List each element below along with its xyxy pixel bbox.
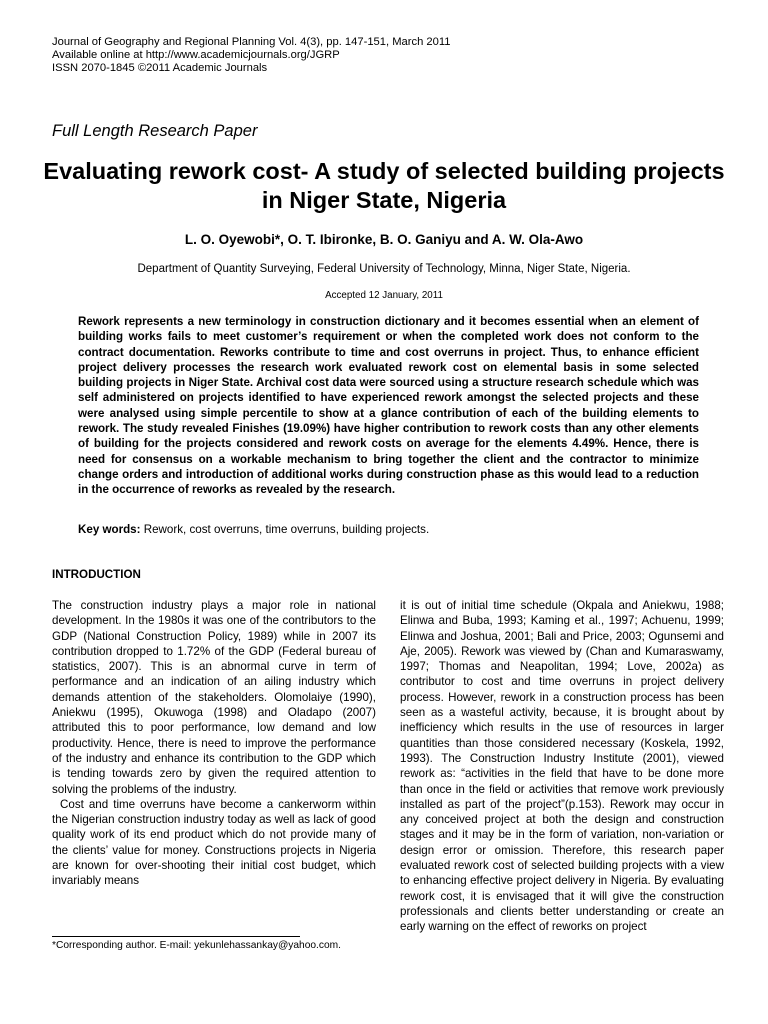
footnote-rule bbox=[52, 936, 300, 937]
paper-title: Evaluating rework cost- A study of selected building projects in Niger State, Nigeria bbox=[43, 158, 725, 213]
accepted-date: Accepted 12 January, 2011 bbox=[325, 290, 443, 301]
paragraph: it is out of initial time schedule (Okpala and Aniekwu, 1988; Elinwa and Buba, 1993; Kaming et al., 1997; Achuenu, 1999; Elinwa and Joshua, 2001; Bali and Price, 2003; Ogunsemi and Aje, 2005). Rework was viewed by (Chan and Kumaraswamy, 1997; Thomas and Neapolitan, 1994; Love, 2002a) as contributor to cost and time overruns in project delivery process. However, rework in a construction process has been seen as a wasteful activity, because, it is brought about by inefficiency which results in the use of resources in larger quantities than those considered necessary (Koskela, 1992, 1993). The Construction Industry Institute (2001), viewed rework as: “activities in the field that have to be done more than once in the field or activities that remove work previously installed as part of the project”(p.153). Rework may occur in any conceived project at both the design and construction stages and it may be in the form of variation, non-variation or design error or omission. Therefore, this research paper evaluated rework cost of selected building projects with a view to enhancing effective project delivery in Nigeria. By evaluating rework cost, it is envisaged that it will give the construction professionals and clients better understanding or create an early warning on the effect of reworks on project bbox=[400, 599, 724, 934]
affiliation: Department of Quantity Surveying, Federal University of Technology, Minna, Niger State, Nigeria. bbox=[137, 263, 631, 275]
journal-header bbox=[52, 36, 450, 75]
section-heading: INTRODUCTION bbox=[52, 568, 141, 581]
paragraph: The construction industry plays a major role in national development. In the 1980s it was one of the contributors to the GDP (National Construction Policy, 1989) while in 2007 its contribution dropped to 1.72% of the GDP (Federal bureau of statistics, 2007). This is an abnormal curve in term of performance and an indication of an ailing industry which demands attention of the stakeholders. Olomolaiye (1990), Aniekwu (1995), Okuwoga (1998) and Oladapo (2007) attributed this to poor performance, low demand and low productivity. Hence, there is need to improve the performance of the industry and enhance its contribution to the GDP which is tending towards zero by given the required attention to solving the problems of the industry. bbox=[52, 599, 376, 796]
paper-type: Full Length Research Paper bbox=[52, 122, 258, 140]
footnote: *Corresponding author. E-mail: yekunlehassankay@yahoo.com. bbox=[52, 940, 341, 951]
right-column bbox=[400, 598, 724, 935]
keywords bbox=[78, 523, 718, 536]
paragraph: Cost and time overruns have become a cankerworm within the Nigerian construction industry today as well as lack of good quality work of its end product which do not provide many of the clients’ value for money. Constructions projects in Nigeria are known for over-shooting their initial cost budget, which invariably means bbox=[52, 797, 376, 888]
journal-issn: ISSN 2070-1845 ©2011 Academic Journals bbox=[52, 62, 268, 74]
keywords-label: Key words: bbox=[78, 523, 141, 536]
left-column bbox=[52, 598, 376, 889]
keywords-text: Rework, cost overruns, time overruns, building projects. bbox=[140, 523, 430, 536]
journal-url: Available online at http://www.academicjournals.org/JGRP bbox=[52, 49, 340, 61]
author-list: L. O. Oyewobi*, O. T. Ibironke, B. O. Ganiyu and A. W. Ola-Awo bbox=[184, 232, 584, 247]
abstract: Rework represents a new terminology in construction dictionary and it becomes essential when an element of building works fails to meet customer’s requirement or when the completed work does not conform to the contract documentation. Reworks contribute to time and cost overruns in project. Thus, to enhance efficient project delivery processes the research work evaluated rework cost on elemental basis in some selected building projects in Niger State. Archival cost data were sourced using a structure research schedule which was self administered on projects identified to have experienced rework amongst the selected projects and these were analysed using simple percentile to show at a glance contribution of each of the building elements to rework. The study revealed Finishes (19.09%) have higher contribution to rework costs than any other elements of building for the projects considered and rework costs on average for the elements 4.49%. Hence, there is need for consensus on a workable mechanism to bring together the client and the contractor to minimize change orders and introduction of additional works during construction phase as this would lead to a reduction in the occurrence of reworks as revealed by the research. bbox=[78, 315, 699, 497]
journal-citation: Journal of Geography and Regional Planning Vol. 4(3), pp. 147-151, March 2011 bbox=[52, 36, 451, 48]
